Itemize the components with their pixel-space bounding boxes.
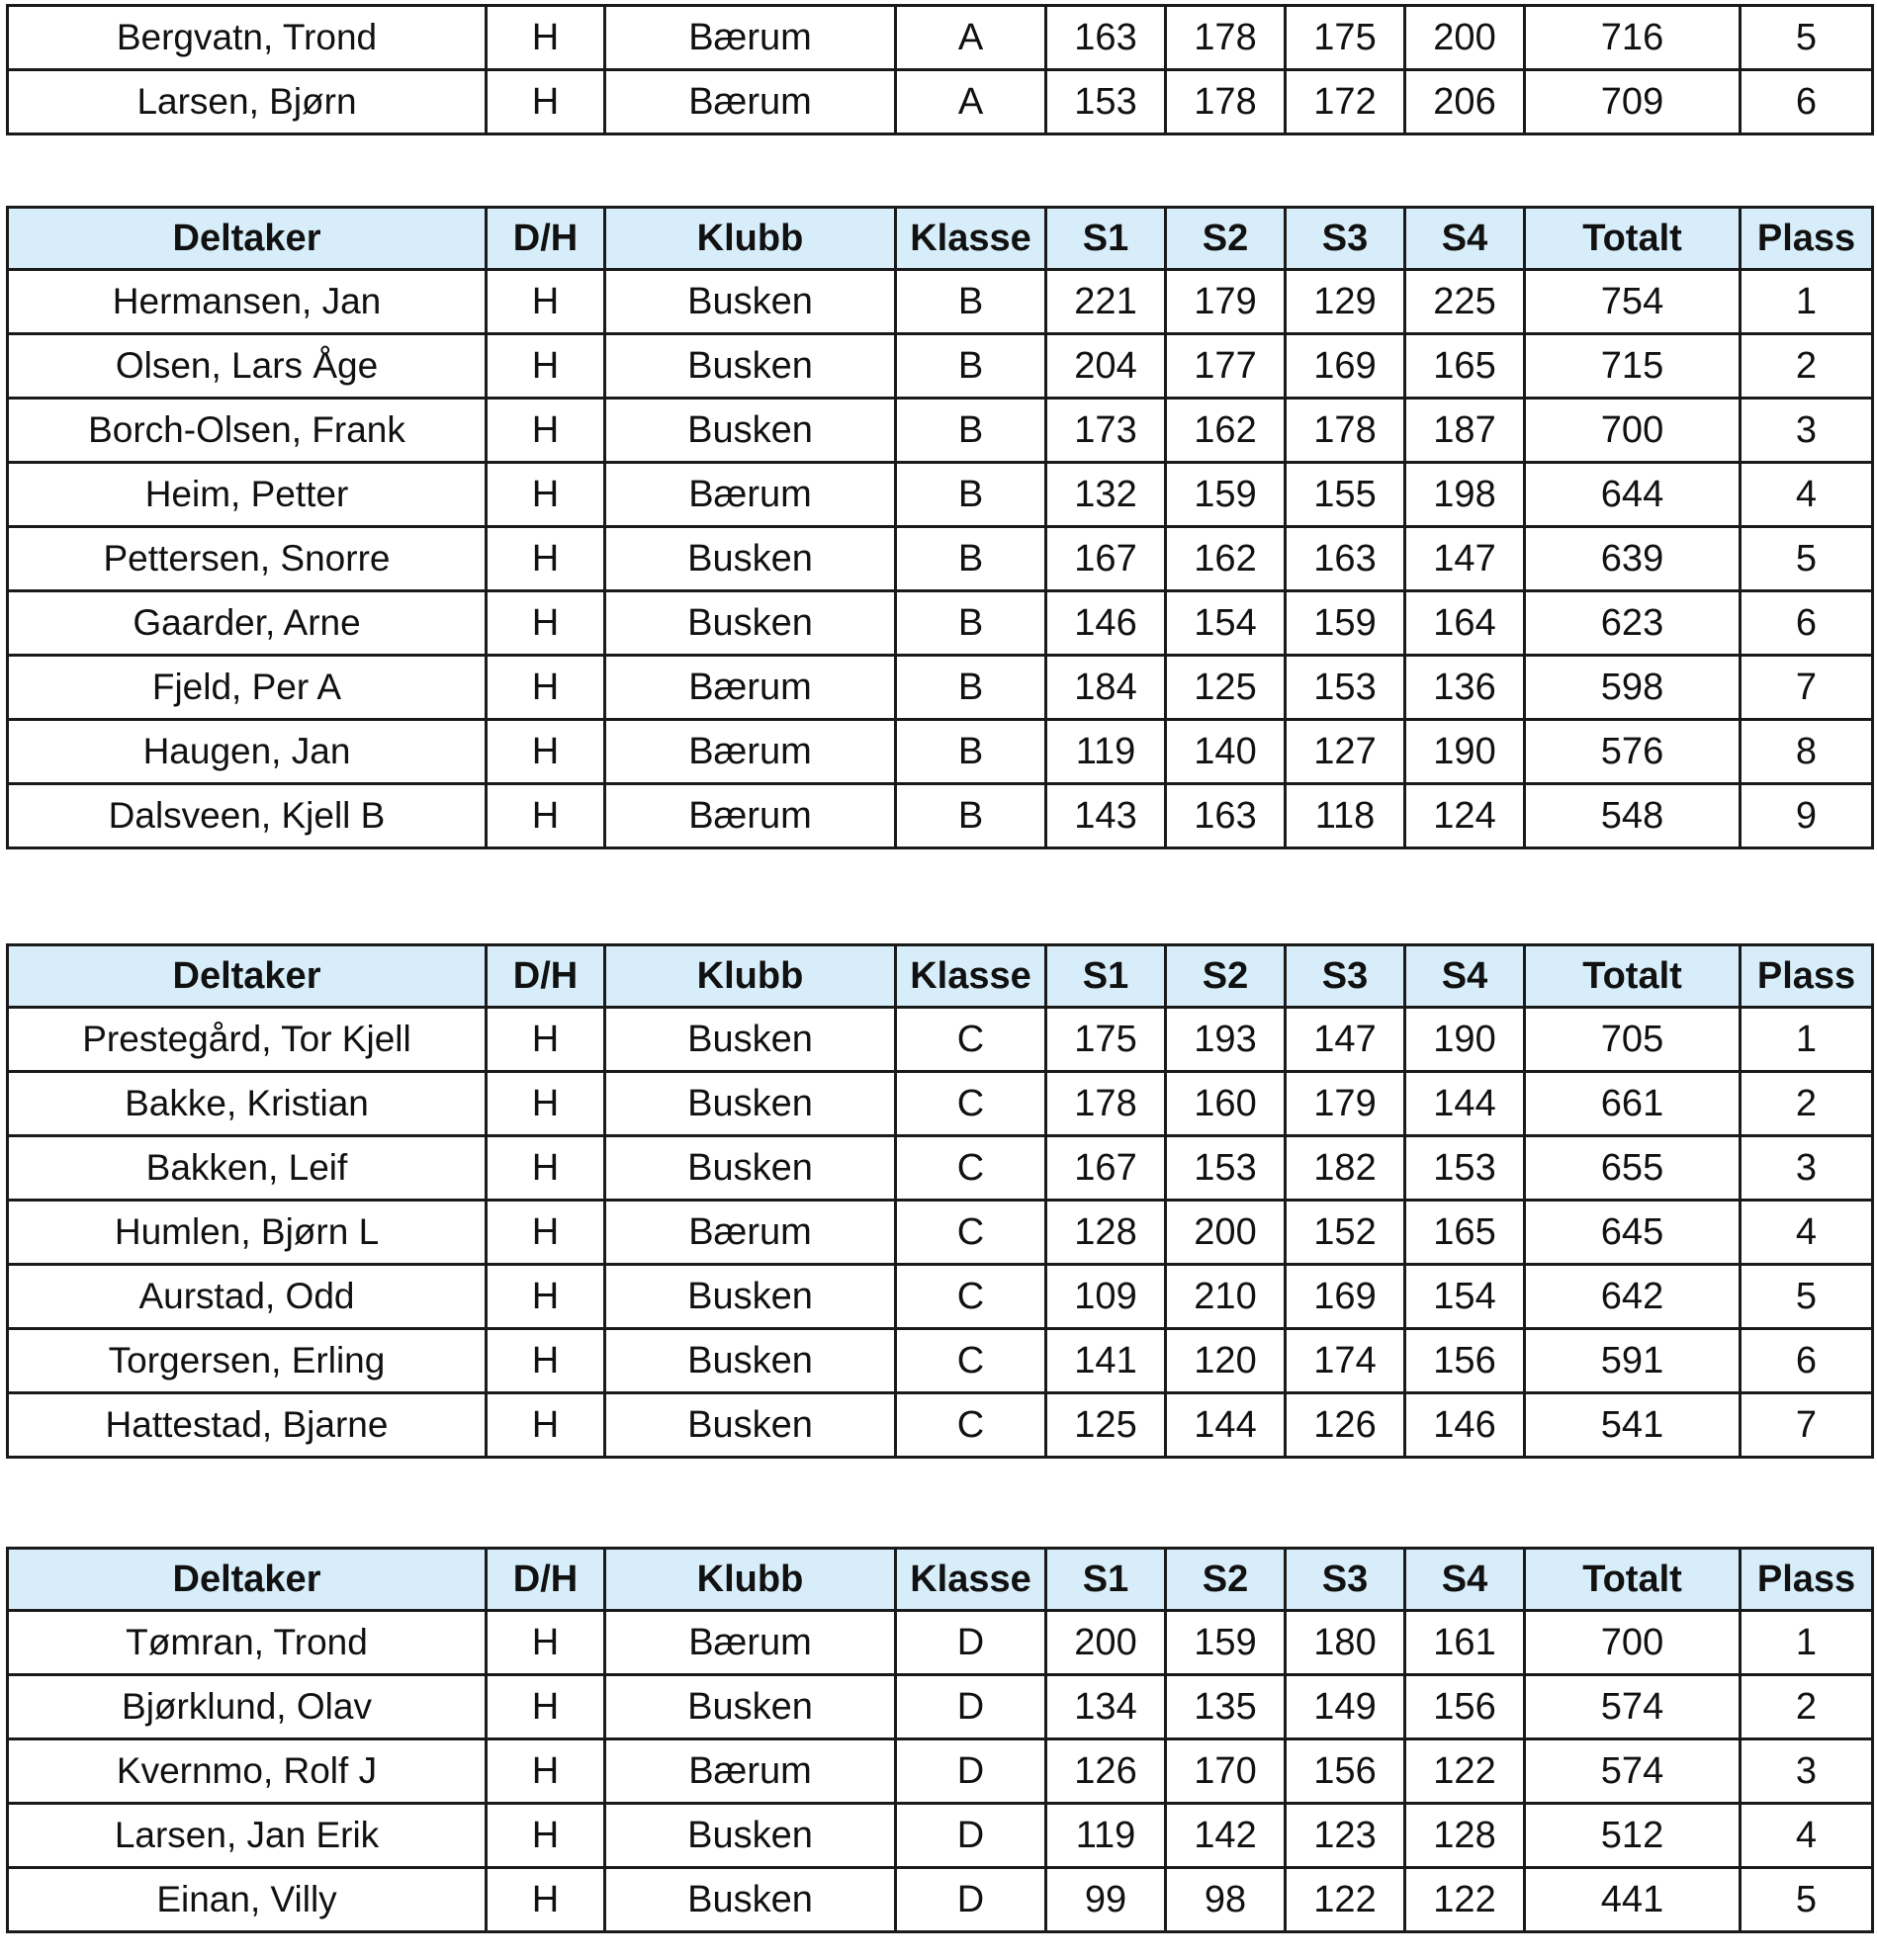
cell-total: 512 (1525, 1804, 1741, 1868)
column-header-s1: S1 (1046, 1549, 1166, 1611)
cell-s4: 165 (1405, 334, 1525, 399)
cell-s3: 175 (1286, 6, 1405, 70)
cell-s4: 206 (1405, 70, 1525, 134)
cell-s1: 143 (1046, 784, 1166, 848)
table-row (8, 270, 1873, 334)
cell-s4: 144 (1405, 1072, 1525, 1136)
cell-participant: Bjørklund, Olav (8, 1675, 487, 1739)
cell-total: 705 (1525, 1008, 1741, 1072)
cell-gender: H (487, 1265, 605, 1329)
column-header-gender: D/H (487, 1549, 605, 1611)
cell-place: 9 (1741, 784, 1873, 848)
cell-club: Busken (605, 591, 896, 656)
table-row (8, 1136, 1873, 1201)
cell-s2: 162 (1166, 399, 1286, 463)
cell-s4: 136 (1405, 656, 1525, 720)
column-header-participant: Deltaker (8, 208, 487, 270)
cell-place: 6 (1741, 1329, 1873, 1393)
cell-s4: 122 (1405, 1868, 1525, 1932)
cell-s1: 167 (1046, 527, 1166, 591)
cell-total: 655 (1525, 1136, 1741, 1201)
cell-class: B (896, 527, 1046, 591)
column-header-place: Plass (1741, 208, 1873, 270)
cell-s1: 146 (1046, 591, 1166, 656)
cell-participant: Larsen, Bjørn (8, 70, 487, 134)
cell-place: 2 (1741, 334, 1873, 399)
cell-participant: Larsen, Jan Erik (8, 1804, 487, 1868)
header-row (8, 1549, 1873, 1611)
cell-s3: 118 (1286, 784, 1405, 848)
cell-s2: 170 (1166, 1739, 1286, 1804)
cell-total: 591 (1525, 1329, 1741, 1393)
cell-s4: 225 (1405, 270, 1525, 334)
cell-class: D (896, 1675, 1046, 1739)
cell-place: 6 (1741, 591, 1873, 656)
cell-gender: H (487, 1136, 605, 1201)
cell-s4: 165 (1405, 1201, 1525, 1265)
table-row (8, 720, 1873, 784)
cell-s3: 172 (1286, 70, 1405, 134)
column-header-participant: Deltaker (8, 945, 487, 1008)
cell-place: 5 (1741, 527, 1873, 591)
table-row (8, 1393, 1873, 1458)
column-header-s2: S2 (1166, 1549, 1286, 1611)
column-header-place: Plass (1741, 945, 1873, 1008)
cell-s4: 156 (1405, 1329, 1525, 1393)
table-row (8, 1329, 1873, 1393)
cell-place: 5 (1741, 1265, 1873, 1329)
cell-s4: 128 (1405, 1804, 1525, 1868)
cell-s2: 153 (1166, 1136, 1286, 1201)
cell-place: 8 (1741, 720, 1873, 784)
cell-s3: 156 (1286, 1739, 1405, 1804)
cell-participant: Hermansen, Jan (8, 270, 487, 334)
cell-class: B (896, 784, 1046, 848)
cell-s3: 127 (1286, 720, 1405, 784)
cell-total: 716 (1525, 6, 1741, 70)
cell-s4: 146 (1405, 1393, 1525, 1458)
cell-s2: 120 (1166, 1329, 1286, 1393)
cell-s2: 159 (1166, 463, 1286, 527)
cell-place: 3 (1741, 1136, 1873, 1201)
cell-gender: H (487, 591, 605, 656)
cell-gender: H (487, 1201, 605, 1265)
cell-participant: Fjeld, Per A (8, 656, 487, 720)
cell-s2: 179 (1166, 270, 1286, 334)
cell-participant: Torgersen, Erling (8, 1329, 487, 1393)
column-header-club: Klubb (605, 208, 896, 270)
table-row (8, 399, 1873, 463)
cell-s1: 163 (1046, 6, 1166, 70)
column-header-total: Totalt (1525, 208, 1741, 270)
cell-gender: H (487, 1804, 605, 1868)
cell-participant: Bakke, Kristian (8, 1072, 487, 1136)
cell-s2: 162 (1166, 527, 1286, 591)
cell-club: Busken (605, 527, 896, 591)
cell-s4: 156 (1405, 1675, 1525, 1739)
cell-participant: Heim, Petter (8, 463, 487, 527)
column-header-s3: S3 (1286, 945, 1405, 1008)
cell-s2: 144 (1166, 1393, 1286, 1458)
cell-s2: 142 (1166, 1804, 1286, 1868)
results-table-class-d (6, 1547, 1874, 1933)
cell-s3: 179 (1286, 1072, 1405, 1136)
cell-s3: 153 (1286, 656, 1405, 720)
column-header-participant: Deltaker (8, 1549, 487, 1611)
cell-gender: H (487, 399, 605, 463)
cell-place: 4 (1741, 463, 1873, 527)
table-row (8, 1072, 1873, 1136)
cell-s2: 200 (1166, 1201, 1286, 1265)
cell-s2: 178 (1166, 6, 1286, 70)
cell-gender: H (487, 1393, 605, 1458)
column-header-club: Klubb (605, 1549, 896, 1611)
cell-club: Busken (605, 1675, 896, 1739)
table-row (8, 463, 1873, 527)
cell-club: Bærum (605, 1201, 896, 1265)
column-header-s1: S1 (1046, 945, 1166, 1008)
cell-total: 598 (1525, 656, 1741, 720)
cell-place: 5 (1741, 1868, 1873, 1932)
column-header-gender: D/H (487, 945, 605, 1008)
cell-s3: 126 (1286, 1393, 1405, 1458)
cell-s3: 178 (1286, 399, 1405, 463)
cell-participant: Dalsveen, Kjell B (8, 784, 487, 848)
cell-club: Busken (605, 1265, 896, 1329)
cell-club: Busken (605, 1136, 896, 1201)
cell-s1: 126 (1046, 1739, 1166, 1804)
cell-s1: 184 (1046, 656, 1166, 720)
cell-class: B (896, 591, 1046, 656)
header-row (8, 208, 1873, 270)
table-row (8, 1265, 1873, 1329)
cell-club: Busken (605, 334, 896, 399)
cell-participant: Bakken, Leif (8, 1136, 487, 1201)
cell-place: 7 (1741, 1393, 1873, 1458)
cell-place: 3 (1741, 1739, 1873, 1804)
cell-class: B (896, 463, 1046, 527)
cell-s4: 161 (1405, 1611, 1525, 1675)
column-header-s4: S4 (1405, 945, 1525, 1008)
cell-s3: 149 (1286, 1675, 1405, 1739)
cell-club: Bærum (605, 720, 896, 784)
cell-s4: 147 (1405, 527, 1525, 591)
column-header-s1: S1 (1046, 208, 1166, 270)
column-header-class: Klasse (896, 1549, 1046, 1611)
cell-s1: 119 (1046, 1804, 1166, 1868)
cell-s1: 175 (1046, 1008, 1166, 1072)
cell-club: Busken (605, 1008, 896, 1072)
cell-s4: 200 (1405, 6, 1525, 70)
cell-class: C (896, 1393, 1046, 1458)
cell-club: Bærum (605, 784, 896, 848)
cell-class: C (896, 1329, 1046, 1393)
cell-gender: H (487, 463, 605, 527)
column-header-s3: S3 (1286, 208, 1405, 270)
cell-participant: Aurstad, Odd (8, 1265, 487, 1329)
column-header-class: Klasse (896, 945, 1046, 1008)
cell-total: 700 (1525, 399, 1741, 463)
cell-s4: 153 (1405, 1136, 1525, 1201)
cell-s4: 122 (1405, 1739, 1525, 1804)
cell-club: Bærum (605, 656, 896, 720)
cell-s1: 134 (1046, 1675, 1166, 1739)
cell-s1: 109 (1046, 1265, 1166, 1329)
cell-class: D (896, 1804, 1046, 1868)
cell-s2: 135 (1166, 1675, 1286, 1739)
table-row (8, 1868, 1873, 1932)
cell-s4: 187 (1405, 399, 1525, 463)
cell-place: 7 (1741, 656, 1873, 720)
column-header-s4: S4 (1405, 1549, 1525, 1611)
results-table-class-a (6, 4, 1874, 135)
cell-class: C (896, 1201, 1046, 1265)
column-header-place: Plass (1741, 1549, 1873, 1611)
table-row (8, 1675, 1873, 1739)
cell-s4: 124 (1405, 784, 1525, 848)
cell-s4: 164 (1405, 591, 1525, 656)
table-row (8, 1611, 1873, 1675)
cell-class: C (896, 1072, 1046, 1136)
cell-gender: H (487, 527, 605, 591)
column-header-s4: S4 (1405, 208, 1525, 270)
cell-place: 1 (1741, 1611, 1873, 1675)
cell-gender: H (487, 1008, 605, 1072)
cell-gender: H (487, 1611, 605, 1675)
cell-s4: 190 (1405, 720, 1525, 784)
cell-participant: Tømran, Trond (8, 1611, 487, 1675)
cell-s2: 178 (1166, 70, 1286, 134)
cell-class: C (896, 1136, 1046, 1201)
table-row (8, 1739, 1873, 1804)
cell-s2: 159 (1166, 1611, 1286, 1675)
cell-total: 441 (1525, 1868, 1741, 1932)
cell-participant: Kvernmo, Rolf J (8, 1739, 487, 1804)
results-table-class-b (6, 206, 1874, 849)
cell-s1: 132 (1046, 463, 1166, 527)
cell-s2: 154 (1166, 591, 1286, 656)
cell-s1: 167 (1046, 1136, 1166, 1201)
cell-s3: 174 (1286, 1329, 1405, 1393)
cell-club: Bærum (605, 70, 896, 134)
cell-class: A (896, 70, 1046, 134)
cell-gender: H (487, 1675, 605, 1739)
cell-club: Busken (605, 1329, 896, 1393)
header-row (8, 945, 1873, 1008)
cell-place: 5 (1741, 6, 1873, 70)
cell-total: 644 (1525, 463, 1741, 527)
column-header-gender: D/H (487, 208, 605, 270)
cell-total: 700 (1525, 1611, 1741, 1675)
cell-club: Busken (605, 270, 896, 334)
cell-class: D (896, 1739, 1046, 1804)
cell-total: 623 (1525, 591, 1741, 656)
cell-s3: 129 (1286, 270, 1405, 334)
cell-gender: H (487, 1329, 605, 1393)
table-row (8, 591, 1873, 656)
cell-total: 548 (1525, 784, 1741, 848)
cell-class: B (896, 270, 1046, 334)
cell-club: Busken (605, 1804, 896, 1868)
cell-s2: 177 (1166, 334, 1286, 399)
cell-s3: 152 (1286, 1201, 1405, 1265)
cell-s2: 163 (1166, 784, 1286, 848)
cell-participant: Haugen, Jan (8, 720, 487, 784)
cell-total: 715 (1525, 334, 1741, 399)
cell-club: Busken (605, 1868, 896, 1932)
cell-club: Busken (605, 1072, 896, 1136)
cell-s2: 98 (1166, 1868, 1286, 1932)
cell-participant: Einan, Villy (8, 1868, 487, 1932)
cell-s4: 154 (1405, 1265, 1525, 1329)
cell-total: 754 (1525, 270, 1741, 334)
cell-s1: 173 (1046, 399, 1166, 463)
cell-s1: 200 (1046, 1611, 1166, 1675)
table-row (8, 1008, 1873, 1072)
table-row (8, 1201, 1873, 1265)
column-header-total: Totalt (1525, 1549, 1741, 1611)
cell-total: 574 (1525, 1739, 1741, 1804)
cell-participant: Humlen, Bjørn L (8, 1201, 487, 1265)
column-header-s2: S2 (1166, 208, 1286, 270)
column-header-class: Klasse (896, 208, 1046, 270)
cell-place: 2 (1741, 1675, 1873, 1739)
cell-s3: 123 (1286, 1804, 1405, 1868)
cell-class: A (896, 6, 1046, 70)
cell-place: 2 (1741, 1072, 1873, 1136)
cell-total: 639 (1525, 527, 1741, 591)
cell-club: Bærum (605, 1739, 896, 1804)
cell-club: Busken (605, 399, 896, 463)
cell-gender: H (487, 6, 605, 70)
cell-participant: Olsen, Lars Åge (8, 334, 487, 399)
cell-gender: H (487, 656, 605, 720)
table-row (8, 6, 1873, 70)
cell-class: B (896, 399, 1046, 463)
cell-participant: Hattestad, Bjarne (8, 1393, 487, 1458)
cell-gender: H (487, 334, 605, 399)
column-header-total: Totalt (1525, 945, 1741, 1008)
cell-gender: H (487, 270, 605, 334)
column-header-s3: S3 (1286, 1549, 1405, 1611)
table-row (8, 656, 1873, 720)
cell-place: 4 (1741, 1804, 1873, 1868)
table-row (8, 527, 1873, 591)
cell-club: Busken (605, 1393, 896, 1458)
cell-s2: 210 (1166, 1265, 1286, 1329)
cell-s3: 169 (1286, 334, 1405, 399)
cell-s4: 198 (1405, 463, 1525, 527)
cell-s1: 128 (1046, 1201, 1166, 1265)
cell-club: Bærum (605, 1611, 896, 1675)
cell-s3: 122 (1286, 1868, 1405, 1932)
cell-s3: 169 (1286, 1265, 1405, 1329)
cell-class: C (896, 1008, 1046, 1072)
cell-class: D (896, 1611, 1046, 1675)
cell-gender: H (487, 1072, 605, 1136)
cell-participant: Borch-Olsen, Frank (8, 399, 487, 463)
cell-class: B (896, 334, 1046, 399)
cell-s3: 159 (1286, 591, 1405, 656)
cell-s1: 204 (1046, 334, 1166, 399)
cell-total: 574 (1525, 1675, 1741, 1739)
table-row (8, 1804, 1873, 1868)
cell-s1: 141 (1046, 1329, 1166, 1393)
results-table-class-c (6, 943, 1874, 1459)
cell-total: 645 (1525, 1201, 1741, 1265)
cell-place: 6 (1741, 70, 1873, 134)
table-row (8, 70, 1873, 134)
table-row (8, 334, 1873, 399)
cell-place: 4 (1741, 1201, 1873, 1265)
cell-s1: 119 (1046, 720, 1166, 784)
cell-participant: Bergvatn, Trond (8, 6, 487, 70)
cell-gender: H (487, 1868, 605, 1932)
cell-total: 709 (1525, 70, 1741, 134)
cell-s2: 140 (1166, 720, 1286, 784)
cell-class: B (896, 656, 1046, 720)
cell-place: 1 (1741, 1008, 1873, 1072)
cell-total: 661 (1525, 1072, 1741, 1136)
cell-s1: 221 (1046, 270, 1166, 334)
cell-s3: 155 (1286, 463, 1405, 527)
cell-club: Bærum (605, 463, 896, 527)
cell-s4: 190 (1405, 1008, 1525, 1072)
cell-place: 3 (1741, 399, 1873, 463)
cell-gender: H (487, 784, 605, 848)
column-header-club: Klubb (605, 945, 896, 1008)
cell-participant: Prestegård, Tor Kjell (8, 1008, 487, 1072)
cell-s2: 125 (1166, 656, 1286, 720)
cell-gender: H (487, 70, 605, 134)
cell-gender: H (487, 720, 605, 784)
cell-s2: 160 (1166, 1072, 1286, 1136)
cell-s1: 178 (1046, 1072, 1166, 1136)
cell-s2: 193 (1166, 1008, 1286, 1072)
cell-s3: 180 (1286, 1611, 1405, 1675)
cell-s1: 153 (1046, 70, 1166, 134)
cell-s1: 99 (1046, 1868, 1166, 1932)
cell-class: D (896, 1868, 1046, 1932)
cell-s3: 147 (1286, 1008, 1405, 1072)
cell-place: 1 (1741, 270, 1873, 334)
cell-class: B (896, 720, 1046, 784)
cell-club: Bærum (605, 6, 896, 70)
cell-s3: 182 (1286, 1136, 1405, 1201)
cell-participant: Pettersen, Snorre (8, 527, 487, 591)
cell-gender: H (487, 1739, 605, 1804)
cell-s3: 163 (1286, 527, 1405, 591)
cell-total: 642 (1525, 1265, 1741, 1329)
table-row (8, 784, 1873, 848)
cell-s1: 125 (1046, 1393, 1166, 1458)
cell-participant: Gaarder, Arne (8, 591, 487, 656)
cell-class: C (896, 1265, 1046, 1329)
cell-total: 541 (1525, 1393, 1741, 1458)
column-header-s2: S2 (1166, 945, 1286, 1008)
cell-total: 576 (1525, 720, 1741, 784)
